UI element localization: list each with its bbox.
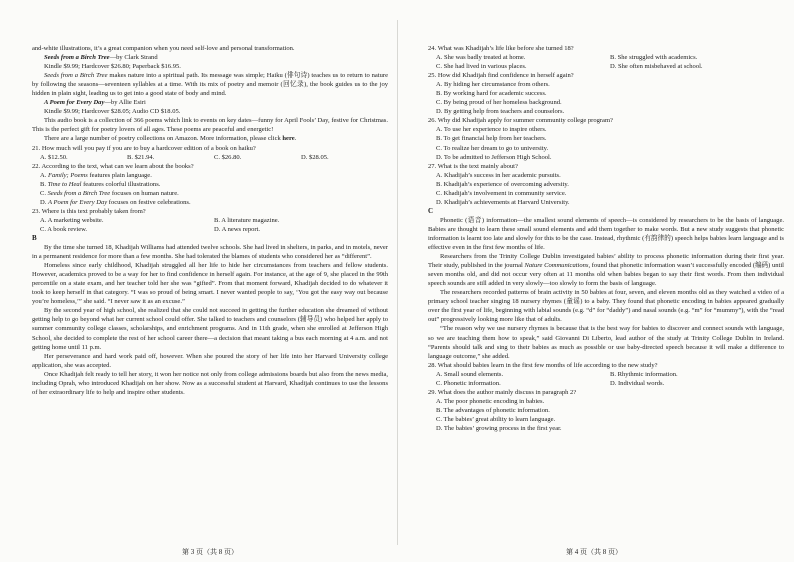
- right-page: [428, 44, 784, 433]
- answer-option[interactable]: B. Khadijah’s experience of overcoming adversity.: [436, 180, 569, 188]
- option-title: Seeds from a Birch Tree: [47, 189, 111, 197]
- question-stem: 29. What does the author mainly discuss in paragraph 2?: [428, 388, 577, 396]
- answer-option[interactable]: A. The poor phonetic encoding in babies.: [436, 397, 545, 405]
- answer-options: [428, 62, 784, 71]
- book-description-text: makes nature into a spiritual path. Its message was simple; Haiku (俳句诗) teaches us to return to nature by following the seasons—seventeen syllables at a time. With its mix of poetry and memoir (回忆录), the book guides us to the joy hidden in plain sight, leading us to get into a good state of body and mind.: [32, 72, 388, 98]
- more-info-end: .: [294, 135, 297, 143]
- answer-option[interactable]: A. $12.50.: [40, 153, 68, 161]
- answer-option[interactable]: C. Phonetic information.: [436, 379, 501, 387]
- answer-option[interactable]: B. To get financial help from her teachers.: [436, 135, 547, 143]
- answer-option[interactable]: C. Khadijah’s involvement in community service.: [436, 189, 567, 197]
- option-text: focuses on human nature.: [110, 189, 179, 197]
- answer-option[interactable]: D. To be admitted to Jefferson High School.: [436, 153, 552, 161]
- answer-option[interactable]: [32, 189, 388, 198]
- answer-option[interactable]: A. To use her experience to inspire others.: [436, 126, 547, 134]
- answer-option[interactable]: A. Small sound elements.: [436, 370, 504, 378]
- option-title: Time to Heal: [47, 180, 82, 188]
- question-stem: 21. How much will you pay if you are to buy a hardcover edition of a book on haiku?: [32, 144, 256, 152]
- answer-option[interactable]: C. To realize her dream to go to university.: [436, 144, 549, 152]
- more-info-text: There are a large number of poetry collections on Amazon. More information, please click: [44, 135, 283, 143]
- more-info: [32, 134, 388, 143]
- answer-option[interactable]: D. By getting help from teachers and counselors.: [436, 108, 565, 116]
- answer-options: [32, 216, 388, 225]
- answer-option[interactable]: C. $26.80.: [214, 153, 242, 161]
- left-page: [32, 44, 388, 397]
- answer-option[interactable]: C. She had lived in various places.: [436, 63, 527, 71]
- review-text: and-white illustrations, it’s a great companion when you need self-love and personal transformation.: [32, 45, 295, 52]
- answer-option[interactable]: B. A literature magazine.: [214, 216, 280, 224]
- book-title: A Poem for Every Day: [44, 99, 105, 107]
- answer-option[interactable]: [32, 198, 388, 207]
- question-stem: 27. What is the text mainly about?: [428, 162, 518, 170]
- answer-option[interactable]: C. The babies’ great ability to learn language.: [436, 415, 556, 423]
- section-heading: B: [32, 233, 37, 242]
- book-prices: Kindle $9.99; Hardcover $28.05; Audio CD $18.05.: [44, 108, 181, 116]
- answer-option[interactable]: B. By working hard for academic success.: [436, 90, 547, 98]
- passage-paragraph: By the second year of high school, she realized that she could not succeed in getting the further education she dreamed of without getting help to go beyond what her current school could offer. She talked to teachers and counselors (辅导员) who helped her apply to summer community college classes, scholarships, and enrichment programs. And in 11th grade, when she enrolled at Jefferson High School, she decided to complete the rest of her school career there—a decision that meant taking a bus each morning at 4 a.m. and not getting home until 11 p.m.: [32, 307, 388, 351]
- answer-option[interactable]: D. Khadijah’s achievements at Harvard University.: [436, 198, 570, 206]
- answer-options: [428, 53, 784, 62]
- passage-paragraph: Homeless since early childhood, Khadijah struggled all her life to hide her circumstances from teachers and fellow students. However, academics proved to be a way for her to find confidence in herself again. For instance, at the age of 9, she placed in the 99th percentile on a state exam, and her teacher told her she was “gifted”. From that moment forward, Khadijah decided to do whatever it took to keep herself in that category. “I was so proud of being smart. I never wanted people to say, ‘You got the easy way out because you’re homeless,’” she said. “I never saw it as an excuse.”: [32, 262, 388, 306]
- answer-option[interactable]: D. The babies’ growing process in the first year.: [436, 424, 562, 432]
- option-letter: B.: [40, 180, 48, 188]
- answer-options: [428, 379, 784, 388]
- answer-option[interactable]: B. Rhythmic information.: [610, 370, 678, 378]
- page-footer: 第 3 页（共 8 页）: [182, 548, 238, 556]
- question-stem: 23. Where is this text probably taken from?: [32, 207, 146, 215]
- passage-text: Researchers from the Trinity College Dublin investigated babies’ ability to process phonetic information during their first year. Their study, published in the journal: [428, 253, 784, 270]
- passage-paragraph: Her perseverance and hard work paid off, however. When she poured the story of her life into her Harvard University college application, she was accepted.: [32, 352, 388, 369]
- option-text: features plain language.: [87, 171, 152, 179]
- answer-option[interactable]: A. Khadijah’s success in her academic pursuits.: [436, 171, 561, 179]
- option-title: Family; Poems: [48, 171, 88, 179]
- answer-option[interactable]: D. She often misbehaved at school.: [610, 63, 703, 71]
- answer-options: [32, 225, 388, 234]
- option-title: A Poem for Every Day: [48, 198, 108, 206]
- passage-text: , found that phonetic information wasn’t successfully encoded (编码) until seven months old, and did not occur very often at 11 months old when babies began to say their first words. From then individual speech sounds are still added in very slowly—too slowly to form the basis of language.: [428, 262, 784, 288]
- page-footer: 第 4 页（共 8 页）: [566, 548, 622, 556]
- passage-paragraph: By the time she turned 18, Khadijah Williams had attended twelve schools. She had lived in shelters, in parks, and in motels, never in a permanent residence for more than a few months. She had tolerated the blames of students who considered her as “different”.: [32, 244, 388, 261]
- book-title-line: [32, 53, 388, 62]
- book-title: Seeds from a Birch Tree: [44, 54, 110, 62]
- option-letter: D.: [40, 198, 49, 206]
- answer-option[interactable]: B. She struggled with academics.: [610, 54, 698, 62]
- answer-option[interactable]: B. $21.94.: [127, 153, 155, 161]
- answer-options: [428, 370, 784, 379]
- section-heading: C: [428, 206, 434, 215]
- passage-paragraph: [428, 252, 784, 288]
- answer-option[interactable]: [32, 180, 388, 189]
- answer-option[interactable]: B. The advantages of phonetic information.: [436, 406, 550, 414]
- book-author: —by Clark Strand: [109, 54, 158, 62]
- question-stem: 25. How did Khadijah find confidence in herself again?: [428, 72, 574, 80]
- page-divider: [397, 20, 398, 545]
- book-author: —by Allie Esiri: [104, 99, 146, 107]
- question-stem: 24. What was Khadijah’s life like before she turned 18?: [428, 45, 574, 52]
- option-letter: A.: [40, 171, 49, 179]
- option-letter: C.: [40, 189, 48, 197]
- book-description: This audio book is a collection of 366 poems which link to events on key dates—funny for April Fools’ Day, festive for Christmas. This is the perfect gift for poetry lovers of all ages. These poems are peaceful and energetic!: [32, 117, 388, 134]
- option-text: features colorful illustrations.: [81, 180, 161, 188]
- question-stem: 26. Why did Khadijah apply for summer community college program?: [428, 117, 613, 125]
- question-stem: 22. According to the text, what can we learn about the books?: [32, 162, 194, 170]
- book-description: [32, 71, 388, 98]
- journal-title: Nature Communications: [524, 262, 589, 270]
- option-text: focuses on festive celebrations.: [107, 198, 191, 206]
- answer-option[interactable]: C. A book review.: [40, 225, 88, 233]
- answer-options: [32, 153, 388, 162]
- passage-paragraph: The researchers recorded patterns of brain activity in 50 babies at four, seven, and eleven months old as they watched a video of a primary school teacher singing 18 nursery rhymes (童谣) to a baby. They found that phonetic encoding in babies appeared gradually over the first year of life, beginning with labial sounds (e.g. “d” for “daddy”) and nasal sounds (e.g. “m” for “mummy”), with the “read out” progressively looking more like that of adults.: [428, 289, 784, 324]
- answer-option[interactable]: D. Individual words.: [610, 379, 665, 387]
- answer-option[interactable]: A. By hiding her circumstance from others.: [436, 81, 550, 89]
- book-title-inline: Seeds from a Birch Tree: [44, 72, 108, 80]
- book-title-line: [32, 98, 388, 107]
- answer-option[interactable]: C. By being proud of her homeless background.: [436, 99, 562, 107]
- passage-paragraph: Phonetic (语音) information—the smallest sound elements of speech—is considered by researchers to be the basis of language. Babies are thought to learn these small sound elements and add them together to make words. But a new study suggests that phonetic information is learnt too late and slowly for this to be the case. Instead, rhythmic (有韵律的) speech helps babies learn language and is effective even in the first few months of life.: [428, 216, 784, 252]
- answer-option[interactable]: A. She was badly treated at home.: [436, 54, 526, 62]
- answer-option[interactable]: D. $28.05.: [301, 153, 329, 161]
- answer-option[interactable]: [32, 171, 388, 180]
- question-stem: 28. What should babies learn in the first few months of life according to the new study?: [428, 361, 658, 369]
- answer-option[interactable]: D. A news report.: [214, 225, 261, 233]
- passage-paragraph: “The reason why we use nursery rhymes is because that is the best way for babies to discover and connect sounds with language, so we are teaching them how to speak,” said Giovanni Di Liberto, lead author of the study at Trinity College Dublin in Ireland. “Parents should talk and sing to their babies as much as possible or use baby-directed speech because it will make a difference to language outcome,” she added.: [428, 325, 784, 360]
- passage-paragraph: Once Khadijah felt ready to tell her story, it won her notice not only from college admissions boards but also from the news media, including Oprah, who introduced Khadijah on her show. Now as a successful student at Harvard, Khadijah continues to use the lessons of her extraordinary life to help and inspire other students.: [32, 370, 388, 396]
- more-info-link[interactable]: here: [282, 135, 295, 143]
- book-prices: Kindle $9.99; Hardcover $26.80; Paperback $16.95.: [44, 63, 181, 71]
- answer-option[interactable]: A. A marketing website.: [40, 216, 104, 224]
